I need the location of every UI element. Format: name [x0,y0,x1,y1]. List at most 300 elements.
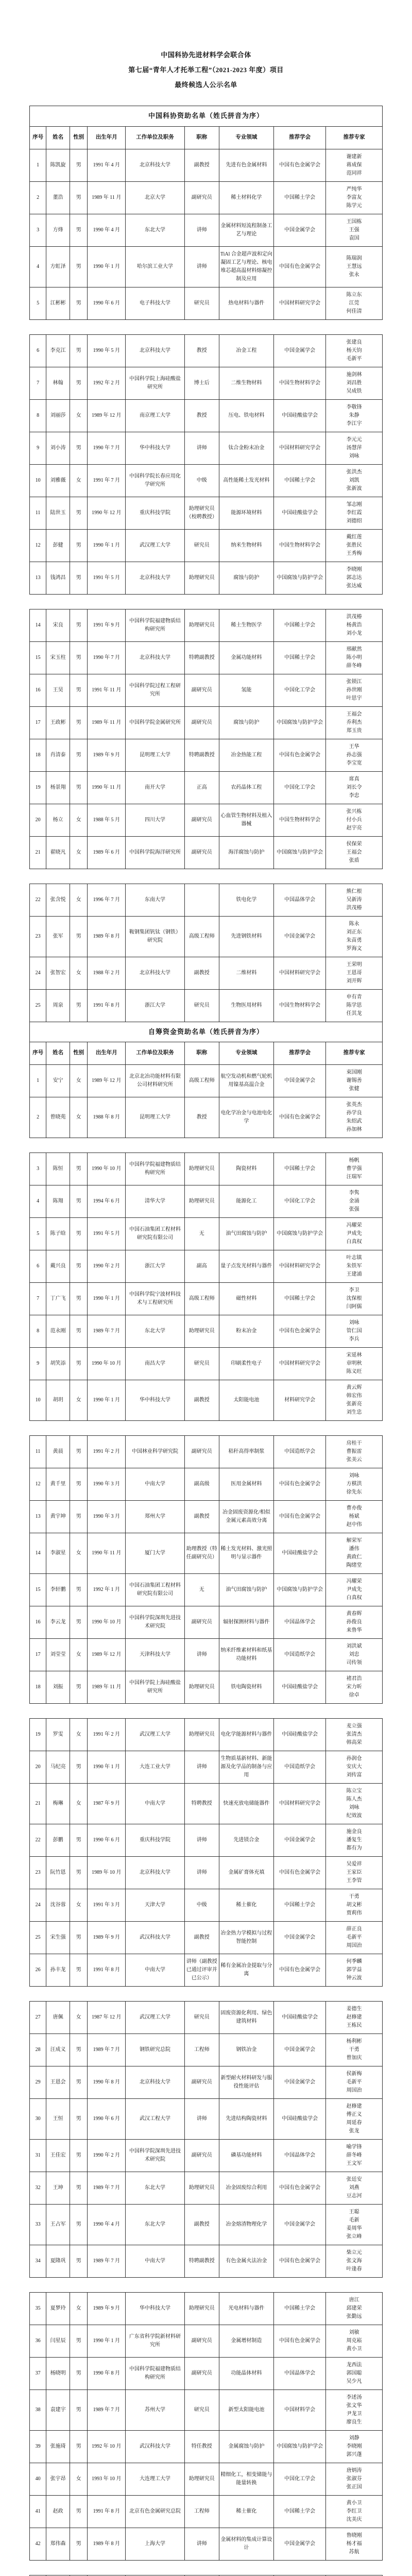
expert-name: 姜周华 [346,2226,362,2232]
expert-name: 李忠 [349,792,359,799]
page-break-gap [29,1987,383,2001]
cell-index: 36 [30,2325,46,2358]
cell-experts [326,1784,383,1824]
cell-index: 1 [30,149,46,181]
cell-society: 中国腐蚀与防护学会 [273,836,325,869]
expert-name: 刘敏 [349,2330,359,2336]
cell-experts [326,2099,383,2140]
expert-name: 朱铁军 [346,1263,362,1269]
cell-name: 马纪亮 [46,1751,70,1784]
cell-birth-date: 1990 年 10 月 [88,1606,126,1639]
cell-gender: 男 [70,1606,88,1639]
cell-index: 25 [30,1922,46,1954]
cell-gender: 男 [70,641,88,674]
cell-field: 稀土材料化学 [219,181,273,214]
cell-name: 李轩鹏 [46,1574,70,1606]
expert-name: 沈美庆 [346,2517,362,2523]
cell-field: 铁电化学 [219,884,273,916]
expert-name: 李兵 [349,1336,359,1343]
cell-index: 20 [30,1751,46,1784]
page-break-gap [29,1138,383,1153]
cell-experts [326,2034,383,2066]
cell-gender: 男 [70,1824,88,1857]
expert-name: 王慧远 [346,263,362,269]
expert-name: 来鲁华 [346,1628,362,1634]
cell-job-title: 教授 [184,1097,219,1138]
cell-birth-date: 1990 年 7 月 [88,432,126,464]
cell-society: 中国晶体学会 [273,1606,325,1639]
cell-work-unit: 华中科技大学 [126,1380,184,1421]
cell-gender: 男 [70,1185,88,1218]
cell-job-title: 讲师 [184,246,219,287]
cell-experts [326,1639,383,1671]
expert-name: 陈小明 [346,654,362,660]
document-title-line-3: 最终候选人公示名单 [175,81,237,89]
cell-society: 中国造纸学会 [273,1436,325,1468]
cell-experts [326,1185,383,1218]
cell-name: 黄千里 [46,1468,70,1501]
cell-experts [326,2066,383,2099]
cell-field: 金属功能材料 [219,641,273,674]
expert-name: 郭志达 [346,574,362,581]
cell-job-title: 助理研究员 [184,1719,219,1751]
cell-index: 10 [30,464,46,497]
cell-experts [326,609,383,641]
cell-birth-date: 1989 年 9 月 [88,2293,126,2325]
cell-gender: 女 [70,2002,88,2034]
cell-work-unit: 中南大学 [126,1468,184,1501]
expert-name: 刘凯 [349,477,359,483]
cell-experts [326,1250,383,1283]
table-row [30,529,383,562]
table-row [30,1954,383,1987]
table-row [30,674,383,706]
column-header: 推荐学会 [273,126,325,149]
cell-name: 陈恒 [46,1153,70,1185]
cell-field: 冶金工程 [219,334,273,367]
expert-name: 白真权 [346,1239,362,1245]
cell-index: 42 [30,2528,46,2561]
cell-work-unit: 中国林业科学研究院 [126,1436,184,1468]
cell-gender: 男 [70,246,88,287]
cell-field: 新型太阳能电池 [219,2390,273,2431]
expert-name: 刘德绍 [346,518,362,524]
cell-society: 中国化工学会 [273,674,325,706]
cell-society: 中国硅酸盐学会 [273,497,325,529]
cell-index: 14 [30,609,46,641]
cell-work-unit: 广东省科学院新材料研究所 [126,2325,184,2358]
cell-name: 陈子晗 [46,1218,70,1250]
cell-job-title: 助理研究员 [184,609,219,641]
cell-experts [326,2325,383,2358]
expert-name: 刘咏 [349,453,359,459]
cell-gender: 男 [70,287,88,319]
cell-birth-date: 1991 年 8 月 [88,989,126,1022]
expert-name: 张淑芬 [346,2476,362,2482]
column-header: 序号 [30,126,46,149]
column-header: 工作单位及职务 [126,126,184,149]
table-row [30,334,383,367]
cell-society: 中国稀土学会 [273,2293,325,2325]
cell-experts [326,334,383,367]
cell-birth-date: 1990 年 3 月 [88,1501,126,1533]
cell-index: 30 [30,2099,46,2140]
cell-experts [326,1501,383,1533]
cell-name: 张军 [46,916,70,957]
expert-name: 李述汤 [346,2395,362,2401]
expert-name: 周克崧 [346,2338,362,2344]
cell-index: 8 [30,1315,46,1348]
cell-experts [326,916,383,957]
cell-name [46,2575,70,2576]
cell-work-unit: 中南大学 [126,1784,184,1824]
cell-field: 钢铁冶金 [219,2034,273,2066]
expert-name: 韩高荣 [346,1740,362,1746]
cell-name: 张智宏 [46,957,70,989]
cell-birth-date: 1991 年 5 月 [88,1218,126,1250]
table-row [30,367,383,399]
cell-job-title: 副高级 [184,1468,219,1501]
cell-index: 33 [30,2205,46,2245]
cell-work-unit: 中国科学院宁波材料技术与工程研究所 [126,1283,184,1315]
expert-name: 司传领 [346,1660,362,1666]
expert-name: 乔利杰 [346,719,362,725]
cell-birth-date: 1992 年 1 月 [88,1574,126,1606]
expert-name: 解荣军 [346,1538,362,1544]
cell-index: 38 [30,2390,46,2431]
cell-index: 39 [30,2431,46,2463]
expert-name: 李宝宽 [346,760,362,766]
table-page [29,2575,383,2576]
cell-society: 中国硅酸盐学会 [273,1533,325,1574]
cell-gender: 女 [70,1639,88,1671]
cell-society: 中国有色金属学会 [273,246,325,287]
column-header: 推荐学会 [273,1042,325,1065]
expert-name: 柴立元 [346,2250,362,2256]
expert-name: 陈立宝 [346,1788,362,1794]
cell-field: 钛合金粉末冶金 [219,432,273,464]
expert-name: 毛新平 [346,355,362,362]
table-row [30,1250,383,1283]
cell-experts [326,706,383,739]
cell-field: TiAl 合金超声波和定向凝固工艺与理论、核电堆芯超高温材料熔凝控制及应用 [219,246,273,287]
expert-name: 刘开辉 [346,978,362,984]
cell-field: 二维材料 [219,957,273,989]
expert-name: 李红卫 [346,2509,362,2515]
cell-experts [326,2358,383,2390]
cell-society: 中国稀土学会 [273,1283,325,1315]
expert-name: 王文军 [346,2161,362,2167]
cell-birth-date: 1989 年 12 月 [88,1639,126,1671]
cell-job-title: 副研究员 [184,674,219,706]
cell-society: 中国腐蚀与防护学会 [273,562,325,594]
cell-job-title: 副研究员 [184,2140,219,2172]
cell-society: 中国腐蚀与防护学会 [273,1574,325,1606]
cell-experts [326,804,383,836]
expert-name: 王华 [349,743,359,750]
cell-birth-date: 1987 年 9 月 [88,1784,126,1824]
cell-gender: 男 [70,529,88,562]
expert-name: 刘忠 [349,1652,359,1658]
cell-work-unit: 大连理工大学 [126,2463,184,2496]
cell-society: 中国金属学会 [273,916,325,957]
expert-name: 蒋成保 [346,162,362,168]
table-row [30,2496,383,2528]
cell-field: 新型耐火材料研发与服役性能评估 [219,2066,273,2099]
cell-name: 闫星辰 [46,2325,70,2358]
cell-index: 18 [30,739,46,771]
expert-name: 郑玉贵 [346,727,362,734]
cell-gender: 男 [70,2390,88,2431]
cell-job-title: 博士后 [184,367,219,399]
expert-name: 张强 [349,1207,359,1213]
cell-birth-date: 1991 年 11 月 [88,674,126,706]
cell-work-unit: 北京科技大学 [126,562,184,594]
cell-name: 胡笑添 [46,1348,70,1380]
cell-field: 金属材料的集成计算设计 [219,2528,273,2561]
cell-birth-date: 1990 年 2 月 [88,2140,126,2172]
cell-field: 航空发动机和燃气轮机用镍基高温合金 [219,1065,273,1097]
cell-job-title: 高级工程师 [184,1065,219,1097]
cell-work-unit: 浙江大学 [126,989,184,1022]
cell-job-title: 高级工程师 [184,916,219,957]
expert-name: 尹成先 [346,1231,362,1237]
expert-name: 郭兴蓬 [346,2452,362,2458]
table-row [30,1348,383,1380]
cell-gender: 女 [70,957,88,989]
table-row [30,2172,383,2205]
cell-work-unit: 中国科学院过程工程研究所 [126,674,184,706]
cell-gender: 男 [70,771,88,804]
cell-job-title: 副教授 [184,957,219,989]
cell-work-unit [126,2575,184,2576]
cell-experts [326,529,383,562]
expert-name: 张清杰 [346,1732,362,1738]
expert-name: 洪茂椿 [346,905,362,911]
cell-birth-date: 1990 年 3 月 [88,1468,126,1501]
expert-name: 陈瑞润 [346,255,362,261]
table-row [30,916,383,957]
expert-name: 唐江 [349,2297,359,2303]
expert-name: 王国栋 [346,218,362,225]
expert-name: 洪茂椿 [346,614,362,620]
cell-name: 袁建宇 [46,2390,70,2431]
cell-experts [326,2002,383,2034]
expert-name: 白真权 [346,1595,362,1601]
cell-experts [326,2463,383,2496]
expert-name: 张健 [349,1086,359,1092]
cell-birth-date [88,2575,126,2576]
table-row [30,1380,383,1421]
cell-experts [326,1954,383,1987]
cell-experts [326,2528,383,2561]
cell-job-title: 讲师 [184,1857,219,1889]
cell-experts [326,1574,383,1606]
cell-gender: 男 [70,1468,88,1501]
table-page [29,334,383,595]
cell-experts [326,1097,383,1138]
column-header: 性别 [70,126,88,149]
cell-work-unit: 北京北冶功能材料有限公司材料研究所 [126,1065,184,1097]
cell-field: 金属腐蚀与防护 [219,2431,273,2463]
expert-name: 毛新平 [346,1935,362,1941]
cell-work-unit: 南开大学 [126,771,184,804]
cell-experts [326,1857,383,1889]
cell-society: 中国稀土学会 [273,1153,325,1185]
cell-job-title: 讲师 [184,432,219,464]
expert-name: 何佳清 [346,308,362,314]
cell-gender: 男 [70,2140,88,2172]
cell-name: 陆世玉 [46,497,70,529]
cell-index: 26 [30,1954,46,1987]
cell-gender: 女 [70,1380,88,1421]
cell-experts [326,2496,383,2528]
cell-society: 中国有色金属学会 [273,1501,325,1533]
cell-experts [326,1436,383,1468]
cell-birth-date: 1991 年 8 月 [88,1954,126,1987]
expert-name: 施剑林 [346,371,362,378]
cell-field: 二维生物材料 [219,367,273,399]
expert-name: 陈人杰 [346,1797,362,1803]
expert-name: 熊仁根 [346,888,362,894]
expert-name: 刘咏 [349,1320,359,1326]
cell-work-unit: 哈尔滨工业大学 [126,246,184,287]
cell-society: 中国硅酸盐学会 [273,2099,325,2140]
cell-work-unit: 北京科技大学 [126,1857,184,1889]
cell-job-title: 中级 [184,1889,219,1922]
cell-birth-date: 1989 年 12 月 [88,399,126,432]
cell-name: 陈凯旋 [46,149,70,181]
expert-name: 张美云 [346,1457,362,1463]
cell-experts [326,836,383,869]
cell-index: 24 [30,1889,46,1922]
cell-work-unit: 武汉科技大学 [126,1922,184,1954]
cell-society: 材料研究学会 [273,1380,325,1421]
expert-name: 闫阿儒 [346,1304,362,1310]
cell-birth-date: 1990 年 10 月 [88,1153,126,1185]
expert-name: 叶志镇 [346,1255,362,1261]
cell-gender: 女 [70,1097,88,1138]
cell-name: 陈翔 [46,1185,70,1218]
cell-experts [326,989,383,1022]
cell-index: 10 [30,1380,46,1421]
cell-field: 冶金固废综合利用 [219,2172,273,2205]
cell-name: 张宇昂 [46,2463,70,2496]
cell-experts [326,1468,383,1501]
expert-name: 廖良生 [346,2419,362,2426]
cell-birth-date: 1991 年 2 月 [88,1436,126,1468]
expert-name: 沈保根 [346,1296,362,1302]
table-row [30,1751,383,1784]
table-row [30,836,383,869]
cell-birth-date: 1991 年 2 月 [88,1719,126,1751]
expert-name: 王荣明 [346,961,362,968]
expert-name: 李富友 [346,194,362,200]
cell-index: 9 [30,1348,46,1380]
expert-name: 刘洪斌 [346,1643,362,1650]
cell-birth-date: 1990 年 1 月 [88,246,126,287]
expert-name: 龙西法 [346,2362,362,2368]
cell-experts [326,464,383,497]
expert-name: 张廷安 [346,2177,362,2183]
cell-society: 中国生物材料学会 [273,367,325,399]
expert-name: 毛新 [349,2217,359,2224]
page-break-gap [29,1421,383,1435]
expert-name: 付小兵 [346,817,362,823]
cell-gender [70,2575,88,2576]
table-page [29,609,383,869]
cell-job-title: 助理研究员 [184,2463,219,2496]
cell-society: 中国材料研究学会 [273,957,325,989]
cell-index: 20 [30,804,46,836]
cell-index: 28 [30,2034,46,2066]
cell-society: 中国晶体学会 [273,2140,325,2172]
cell-work-unit: 电子科技大学 [126,287,184,319]
cell-index: 11 [30,497,46,529]
expert-name: 喻学锋 [346,2144,362,2150]
expert-name: 宋延林 [346,1352,362,1359]
cell-index: 19 [30,771,46,804]
cell-name: 郑伟森 [46,2528,70,2561]
column-header: 姓名 [46,126,70,149]
expert-name: 朱静 [349,412,359,418]
expert-name: 张新波 [346,485,362,492]
table-row [30,1857,383,1889]
table-row [30,497,383,529]
cell-field: 先进结构陶瓷材料 [219,2099,273,2140]
cell-work-unit: 华中科技大学 [126,2293,184,2325]
expert-name: 刘正东 [346,929,362,935]
cell-birth-date: 1991 年 4 月 [88,149,126,181]
expert-name: 徐先东 [346,1489,362,1496]
cell-society: 中国有色金属学会 [273,2245,325,2278]
expert-name: 张正国 [346,2484,362,2490]
cell-job-title: 副研究员 [184,836,219,869]
expert-name: 苏航 [349,2549,359,2555]
cell-birth-date: 1990 年 6 月 [88,1824,126,1857]
expert-name: 刘传富 [346,1772,362,1778]
expert-name: 何季麟 [346,1959,362,1965]
cell-society: 中国有色金属学会 [273,739,325,771]
cell-experts [326,2140,383,2172]
expert-name: 邹志刚 [346,501,362,507]
expert-name: 李晓刚 [346,2444,362,2450]
cell-field: 粉末冶金 [219,1315,273,1348]
cell-gender: 男 [70,181,88,214]
table-row [30,771,383,804]
cell-field: 油气田腐蚀与防护 [219,1574,273,1606]
expert-name: 叶逢春 [346,2266,362,2273]
cell-job-title: 副研究员 [184,804,219,836]
cell-experts [326,1065,383,1097]
expert-name: 汤慧萍 [346,445,362,451]
cell-experts [326,1380,383,1421]
cell-work-unit: 东南大学 [126,884,184,916]
cell-society: 中国有色金属学会 [273,1315,325,1348]
cell-field: 能源化工 [219,1185,273,1218]
cell-gender: 男 [70,334,88,367]
table-row [30,2034,383,2066]
cell-society: 中国造纸学会 [273,1751,325,1784]
section-title: 中国科协资助名单（姓氏拼音为序） [30,106,383,127]
cell-name: 夏隆巩 [46,2245,70,2278]
table-row [30,739,383,771]
cell-name: 赵政 [46,2496,70,2528]
cell-name: 周泉 [46,989,70,1022]
expert-name: 袁国 [349,235,359,241]
cell-index: 7 [30,1283,46,1315]
cell-field: 纳米生物材料 [219,529,273,562]
